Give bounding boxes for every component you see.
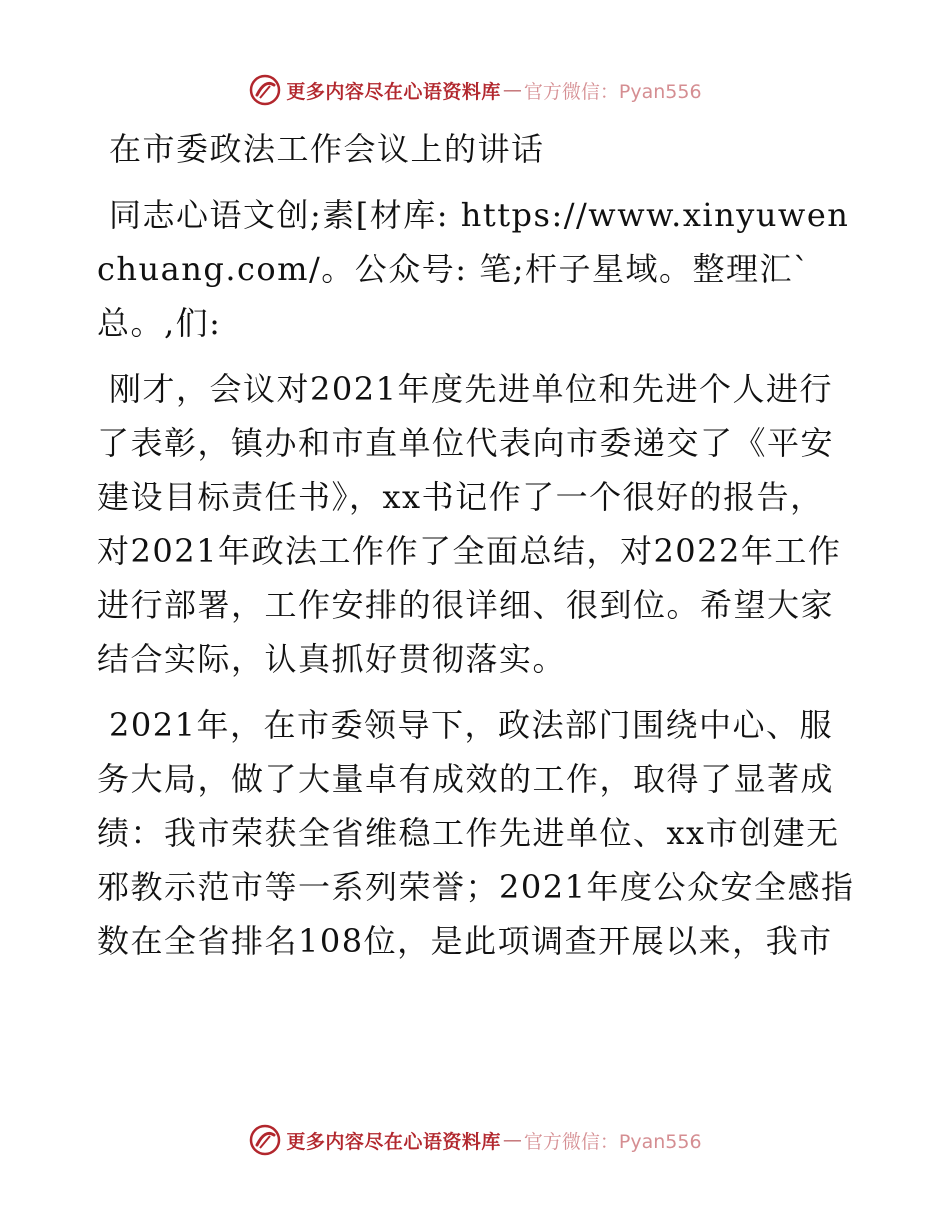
header-banner <box>0 70 950 110</box>
salutation: 同志心语文创;素[材库: https://www.xinyuwenchuang.com/。公众号: 笔;杆子星域。整理汇`总。,们: <box>97 196 850 342</box>
seal-logo-icon <box>248 1123 282 1157</box>
banner-wechat: 官方微信：Pyan556 <box>523 1130 702 1153</box>
banner-separator: — <box>502 79 522 101</box>
banner-separator: — <box>502 1129 522 1151</box>
paragraph-2: 2021年，在市委领导下，政法部门围绕中心、服务大局，做了大量卓有成效的工作，取得了显著成绩：我市荣获全省维稳工作先进单位、xx市创建无邪教示范市等一系列荣誉；2021年度公众安全感指数在全省排名108位，是此项调查开展以来，我市 <box>97 706 855 960</box>
seal-logo-icon <box>248 73 282 107</box>
paragraph-1: 刚才，会议对2021年度先进单位和先进个人进行了表彰，镇办和市直单位代表向市委递交了《平安建设目标责任书》，xx书记作了一个很好的报告，对2021年政法工作作了全面总结，对2022年工作进行部署，工作安排的很详细、很到位。希望大家结合实际，认真抓好贯彻落实。 <box>97 370 842 678</box>
banner-text: 更多内容尽在心语资料库 <box>286 80 501 103</box>
document-title: 在市委政法工作会议上的讲话 <box>109 130 545 168</box>
document-body <box>97 122 857 980</box>
banner-text: 更多内容尽在心语资料库 <box>286 1130 501 1153</box>
banner-wechat: 官方微信：Pyan556 <box>523 80 702 103</box>
footer-banner <box>0 1120 950 1160</box>
